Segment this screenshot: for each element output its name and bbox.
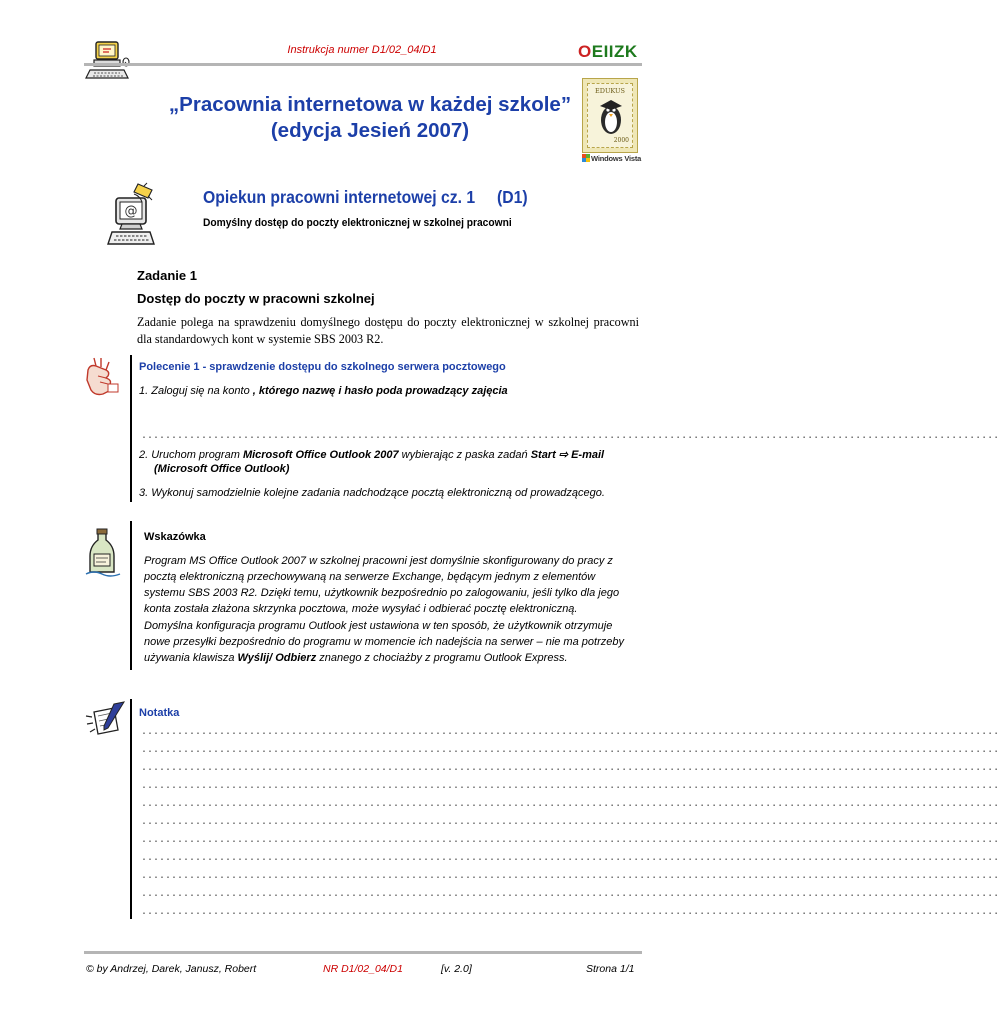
edukus-badge xyxy=(582,78,638,153)
command-side-bar xyxy=(130,355,132,502)
step-2-email: E-mail xyxy=(571,449,605,461)
module-description: Domyślny dostęp do poczty elektronicznej w szkolnej pracowni xyxy=(203,217,512,229)
step-2-text: 2. Uruchom program xyxy=(139,449,243,461)
step-1 xyxy=(139,384,639,398)
windows-flag-icon xyxy=(582,154,590,162)
footer-page-number: Strona 1/1 xyxy=(586,963,635,975)
mail-computer-icon xyxy=(108,182,156,250)
note-line-9[interactable]: ............................................................................................................................................... xyxy=(141,871,999,882)
task-number: Zadanie 1 xyxy=(137,268,197,283)
note-line-5[interactable]: ............................................................................................................................................... xyxy=(141,799,999,810)
note-line-1[interactable]: ............................................................................................................................................... xyxy=(141,727,999,738)
message-bottle-icon xyxy=(86,528,120,576)
badge-year: 2000 xyxy=(613,137,629,144)
hint-p2-suffix: znanego z chociażby z programu Outlook Express. xyxy=(316,652,568,664)
step-2-middle: wybierając z paska zadań xyxy=(398,449,531,461)
footer-authors: © by Andrzej, Darek, Janusz, Robert xyxy=(86,963,257,975)
note-line-10[interactable]: ............................................................................................................................................... xyxy=(141,889,999,900)
note-line-3[interactable]: ............................................................................................................................................... xyxy=(141,763,999,774)
penguin-icon xyxy=(598,98,624,136)
footer-rule xyxy=(84,951,642,954)
hint-paragraph-1: Program MS Office Outlook 2007 w szkolnej pracowni jest domyślnie skonfigurowany do pracy z pocztą elektroniczną przechowywaną na serwerze Exchange, będącym jednym z elementów systemu SBS 2003 R2. Dzięki temu, użytkownik bezpośrednio po zalogowaniu, jeśli tylko dla jego konta została złażona skrzynka pocztowa, może wysyłać i odbierać pocztę elektroniczną. xyxy=(144,555,620,615)
footer-version: [v. 2.0] xyxy=(441,963,472,975)
footer-document-number: NR D1/02_04/D1 xyxy=(323,963,403,975)
note-line-11[interactable]: ............................................................................................................................................... xyxy=(141,907,999,918)
note-line-2[interactable]: ............................................................................................................................................... xyxy=(141,745,999,756)
step-2-start: Start xyxy=(530,449,556,461)
step-2 xyxy=(139,448,639,476)
oeiizk-logo: OEIIZK xyxy=(578,42,638,61)
badge-label: EDUKUS xyxy=(595,87,625,95)
step-2-program: Microsoft Office Outlook 2007 xyxy=(242,449,399,461)
hint-p2-key: Wyślij/ Odbierz xyxy=(237,652,317,664)
step-3: 3. Wykonuj samodzielnie kolejne zadania nadchodzące pocztą elektroniczną od prowadzącego. xyxy=(139,487,605,499)
step-1-text: 1. Zaloguj się na konto xyxy=(139,385,253,397)
answer-line[interactable]: ............................................................................................................................................... xyxy=(141,431,999,442)
task-intro: Zadanie polega na sprawdzeniu domyślnego dostępu do poczty elektronicznej w szkolnej pracowni dla standardowych kont w systemie SBS 2003 R2. xyxy=(137,315,639,346)
hint-side-bar xyxy=(130,521,132,670)
note-line-7[interactable]: ............................................................................................................................................... xyxy=(141,835,999,846)
windows-vista-text: Windows Vista xyxy=(591,154,642,163)
module-title: Opiekun pracowni internetowej cz. 1 (D1) xyxy=(203,187,528,207)
oeiizk-logo-text: EIIZK xyxy=(591,42,638,61)
header-rule xyxy=(84,63,642,66)
hint-title: Wskazówka xyxy=(144,531,206,543)
hint-paragraph-2 xyxy=(144,618,634,666)
svg-text:@: @ xyxy=(124,204,138,219)
badge-stamp xyxy=(587,83,633,148)
pen-note-icon xyxy=(84,700,128,742)
pointing-hand-icon xyxy=(84,354,126,396)
document-title xyxy=(140,92,600,144)
note-line-6[interactable]: ............................................................................................................................................... xyxy=(141,817,999,828)
note-line-8[interactable]: ............................................................................................................................................... xyxy=(141,853,999,864)
windows-vista-logo xyxy=(582,154,641,163)
document-reference: Instrukcja numer D1/02_04/D1 xyxy=(287,44,437,56)
step-1-bold: , którego nazwę i hasło poda prowadzący zajęcia xyxy=(252,385,508,397)
note-side-bar xyxy=(130,699,132,919)
task-title: Dostęp do poczty w pracowni szkolnej xyxy=(137,291,375,306)
note-title: Notatka xyxy=(139,707,180,719)
command-title: Polecenie 1 - sprawdzenie dostępu do szkolnego serwera pocztowego xyxy=(139,361,506,373)
hint-p2-text: Domyślna konfiguracja programu Outlook jest ustawiona w ten sposób, że użytkownik otrzymuje nowe przesyłki bezpośrednio do programu w momencie ich nadejścia na serwer – nie ma potrzeby używania klawisza xyxy=(144,620,624,664)
title-line-1: „Pracownia internetowa w każdej szkole” xyxy=(168,93,572,116)
step-2-paren: (Microsoft Office Outlook) xyxy=(154,463,290,475)
title-line-2: (edycja Jesień 2007) xyxy=(270,119,470,142)
note-line-4[interactable]: ............................................................................................................................................... xyxy=(141,781,999,792)
step-2-arrow: ⇨ xyxy=(555,449,572,461)
